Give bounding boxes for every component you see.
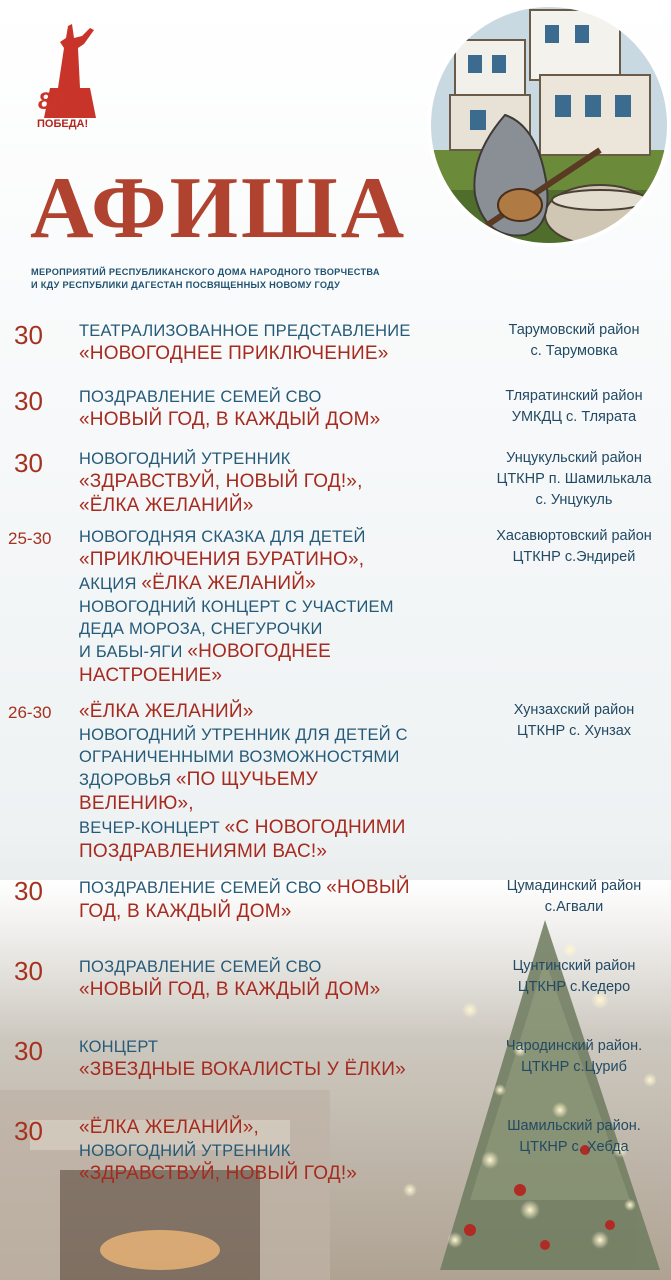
event-type: НОВОГОДНИЙ УТРЕННИК [79, 450, 291, 468]
subtitle [31, 266, 431, 292]
event-location-line: Хунзахский район [513, 702, 635, 718]
event-name: «ЁЛКА ЖЕЛАНИЙ» [79, 495, 254, 516]
event-type: ДЕДА МОРОЗА, СНЕГУРОЧКИ [79, 620, 323, 638]
event-description [79, 876, 474, 924]
event-location-line: ЦТКНР с.Эндирей [512, 549, 636, 565]
event-location [480, 320, 668, 362]
event-location-line: Хасавюртовский район [496, 528, 652, 544]
event-type: И БАБЫ-ЯГИ [79, 643, 188, 661]
logo-number: 80 [38, 88, 65, 115]
event-type: ВЕЧЕР-КОНЦЕРТ [79, 819, 225, 837]
event-date: 30 [14, 320, 43, 350]
event-name: ПОЗДРАВЛЕНИЯМИ ВАС!» [79, 841, 328, 862]
event-location-line: Тляратинский район [505, 388, 643, 404]
event-line [79, 640, 474, 664]
event-location [480, 1116, 668, 1158]
event-name: «ЁЛКА ЖЕЛАНИЙ» [79, 701, 254, 722]
event-location-line: ЦТКНР с.Цуриб [521, 1059, 627, 1075]
event-description [79, 320, 474, 366]
event-location [480, 526, 668, 568]
event-name: «НОВЫЙ ГОД, В КАЖДЫЙ ДОМ» [79, 979, 381, 1000]
event-description [79, 526, 474, 688]
page-title: АФИША [30, 160, 408, 257]
event-location-line: Чародинский район. [505, 1038, 643, 1054]
event-location-line: УМКДЦ с. Тлярата [511, 409, 637, 425]
event-date: 30 [14, 876, 43, 906]
event-location-line: Шамильский район. [507, 1118, 641, 1134]
logo-text: ПОБЕДА! [37, 118, 89, 130]
event-location [480, 386, 668, 428]
event-location-line: ЦТКНР п. Шамилькала [496, 471, 652, 487]
event-line [79, 768, 474, 792]
subtitle-line: И КДУ РЕСПУБЛИКИ ДАГЕСТАН ПОСВЯЩЕННЫХ НОВОМУ ГОДУ [31, 280, 341, 290]
event-name: «ЗДРАВСТВУЙ, НОВЫЙ ГОД!», [79, 471, 363, 492]
event-name: «ПО ЩУЧЬЕМУ [175, 769, 318, 790]
event-description [79, 1116, 474, 1186]
event-description [79, 700, 474, 864]
event-name: «НОВЫЙ [326, 877, 410, 898]
event-location-line: Цунтинский район [512, 958, 636, 974]
event-type: ПОЗДРАВЛЕНИЕ СЕМЕЙ СВО [79, 958, 322, 976]
event-name: «ЁЛКА ЖЕЛАНИЙ» [141, 573, 316, 594]
event-line [79, 572, 474, 596]
event-date: 30 [14, 1036, 43, 1066]
event-type: ТЕАТРАЛИЗОВАННОЕ ПРЕДСТАВЛЕНИЕ [79, 322, 411, 340]
event-date: 30 [14, 1116, 43, 1146]
event-date: 25-30 [8, 529, 52, 548]
event-location-line: Унцукульский район [506, 450, 642, 466]
event-type: ПОЗДРАВЛЕНИЕ СЕМЕЙ СВО [79, 879, 327, 897]
event-location-line: с.Агвали [544, 899, 604, 915]
event-location [480, 448, 668, 511]
event-name: «ЗВЕЗДНЫЕ ВОКАЛИСТЫ У ЁЛКИ» [79, 1059, 406, 1080]
event-location-line: с. Унцукуль [535, 492, 613, 508]
event-date: 26-30 [8, 703, 52, 722]
event-name: «С НОВОГОДНИМИ [224, 817, 406, 838]
event-type: НОВОГОДНИЙ КОНЦЕРТ С УЧАСТИЕМ [79, 598, 394, 616]
event-location [480, 956, 668, 998]
event-location-line: с. Тарумовка [530, 343, 618, 359]
event-name: «ЗДРАВСТВУЙ, НОВЫЙ ГОД!» [79, 1163, 358, 1184]
event-line [79, 816, 474, 840]
event-name: НАСТРОЕНИЕ» [79, 665, 223, 686]
event-name: «ЁЛКА ЖЕЛАНИЙ», [79, 1117, 259, 1138]
event-type: НОВОГОДНИЙ УТРЕННИК [79, 1142, 291, 1160]
event-description [79, 1036, 474, 1082]
event-description [79, 956, 474, 1002]
event-line [79, 876, 474, 900]
event-type: ОГРАНИЧЕННЫМИ ВОЗМОЖНОСТЯМИ [79, 748, 400, 766]
event-type: НОВОГОДНИЙ УТРЕННИК ДЛЯ ДЕТЕЙ С [79, 726, 408, 744]
event-description [79, 386, 474, 432]
event-date: 30 [14, 448, 43, 478]
event-type: АКЦИЯ [79, 575, 142, 593]
event-name: ВЕЛЕНИЮ», [79, 793, 194, 814]
event-location-line: ЦТКНР с. Хунзах [516, 723, 632, 739]
subtitle-line: МЕРОПРИЯТИЙ РЕСПУБЛИКАНСКОГО ДОМА НАРОДНОГО ТВОРЧЕСТВА [31, 267, 380, 277]
event-name: ГОД, В КАЖДЫЙ ДОМ» [79, 901, 292, 922]
event-location-line: ЦТКНР с. Хебда [519, 1139, 629, 1155]
event-type: ЗДОРОВЬЯ [79, 771, 176, 789]
event-type: ПОЗДРАВЛЕНИЕ СЕМЕЙ СВО [79, 388, 322, 406]
event-name: «НОВОГОДНЕЕ [187, 641, 331, 662]
event-location-line: Тарумовский район [508, 322, 640, 338]
event-type: НОВОГОДНЯЯ СКАЗКА ДЛЯ ДЕТЕЙ [79, 528, 366, 546]
event-location-line: ЦТКНР с.Кедеро [517, 979, 631, 995]
event-name: «ПРИКЛЮЧЕНИЯ БУРАТИНО», [79, 549, 365, 570]
event-location [480, 876, 668, 918]
event-name: «НОВОГОДНЕЕ ПРИКЛЮЧЕНИЕ» [79, 343, 389, 364]
event-location-line: Цумадинский район [506, 878, 642, 894]
event-location [480, 700, 668, 742]
event-date: 30 [14, 956, 43, 986]
event-name: «НОВЫЙ ГОД, В КАЖДЫЙ ДОМ» [79, 409, 381, 430]
event-type: КОНЦЕРТ [79, 1038, 159, 1056]
event-date: 30 [14, 386, 43, 416]
event-location [480, 1036, 668, 1078]
event-description [79, 448, 474, 518]
